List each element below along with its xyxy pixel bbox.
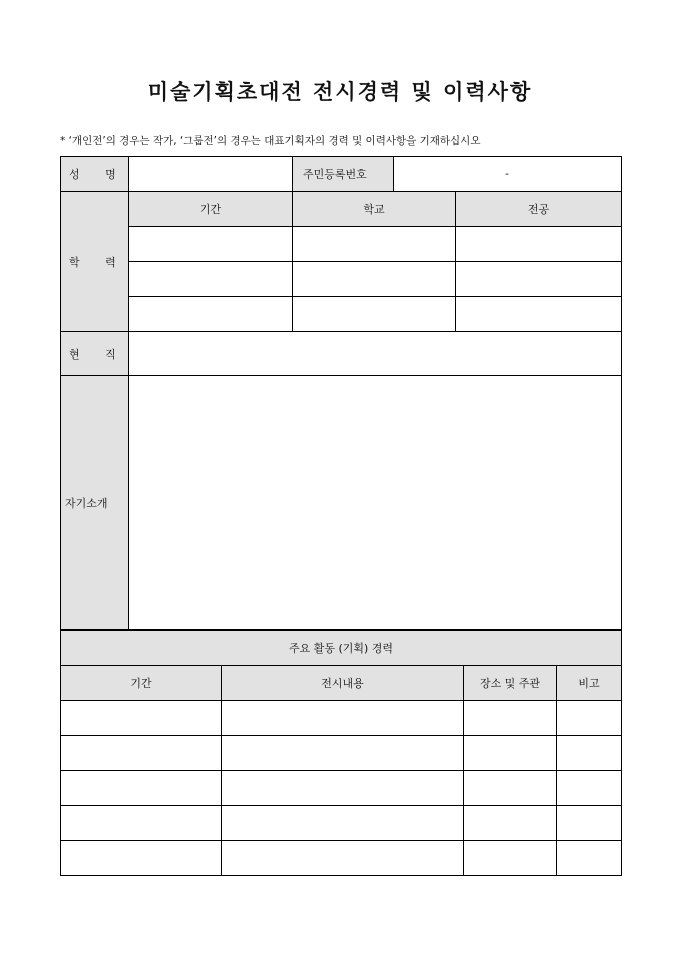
- activity-row: [61, 841, 622, 876]
- activity-content-cell[interactable]: [222, 701, 464, 736]
- name-label: 성 명: [61, 157, 129, 192]
- activity-period-cell[interactable]: [61, 736, 222, 771]
- activities-header-period: 기간: [61, 666, 222, 701]
- activity-venue-cell[interactable]: [464, 841, 557, 876]
- activity-venue-cell[interactable]: [464, 771, 557, 806]
- activities-section-title: 주요 활동 (기획) 경력: [61, 631, 622, 666]
- activity-row: [61, 701, 622, 736]
- activity-remarks-cell[interactable]: [557, 771, 622, 806]
- activities-header-venue: 장소 및 주관: [464, 666, 557, 701]
- activity-remarks-cell[interactable]: [557, 736, 622, 771]
- education-period-cell[interactable]: [129, 297, 293, 332]
- education-school-cell[interactable]: [293, 297, 456, 332]
- education-major-cell[interactable]: [456, 262, 622, 297]
- activity-period-cell[interactable]: [61, 806, 222, 841]
- current-job-label: 현 직: [61, 332, 129, 376]
- activity-remarks-cell[interactable]: [557, 806, 622, 841]
- activity-period-cell[interactable]: [61, 841, 222, 876]
- education-header-major: 전공: [456, 192, 622, 227]
- resident-number-field[interactable]: [394, 157, 622, 192]
- activity-row: [61, 806, 622, 841]
- activity-content-cell[interactable]: [222, 806, 464, 841]
- education-period-cell[interactable]: [129, 227, 293, 262]
- activities-table: [60, 630, 622, 876]
- education-school-cell[interactable]: [293, 227, 456, 262]
- resident-number-label: 주민등록번호: [293, 157, 394, 192]
- activity-venue-cell[interactable]: [464, 806, 557, 841]
- current-job-field[interactable]: [129, 332, 622, 376]
- education-header-period: 기간: [129, 192, 293, 227]
- education-period-cell[interactable]: [129, 262, 293, 297]
- profile-table: [60, 156, 622, 630]
- activity-row: [61, 771, 622, 806]
- activity-venue-cell[interactable]: [464, 736, 557, 771]
- activity-period-cell[interactable]: [61, 701, 222, 736]
- education-header-school: 학교: [293, 192, 456, 227]
- education-label: 학 력: [61, 192, 129, 332]
- activity-remarks-cell[interactable]: [557, 701, 622, 736]
- activities-header-content: 전시내용: [222, 666, 464, 701]
- education-school-cell[interactable]: [293, 262, 456, 297]
- resident-number-separator: -: [505, 167, 509, 180]
- self-intro-label: 자기소개: [61, 376, 129, 630]
- activity-remarks-cell[interactable]: [557, 841, 622, 876]
- activity-content-cell[interactable]: [222, 771, 464, 806]
- education-major-cell[interactable]: [456, 227, 622, 262]
- activity-content-cell[interactable]: [222, 841, 464, 876]
- instruction-note: * ‘개인전’의 경우는 작가, ‘그룹전’의 경우는 대표기획자의 경력 및 이력사항을 기재하십시오: [60, 135, 481, 147]
- document-title: 미술기획초대전 전시경력 및 이력사항: [147, 79, 533, 104]
- activity-row: [61, 736, 622, 771]
- activity-venue-cell[interactable]: [464, 701, 557, 736]
- education-major-cell[interactable]: [456, 297, 622, 332]
- activity-content-cell[interactable]: [222, 736, 464, 771]
- name-field[interactable]: [129, 157, 293, 192]
- activity-period-cell[interactable]: [61, 771, 222, 806]
- activities-header-remarks: 비고: [557, 666, 622, 701]
- self-intro-field[interactable]: [129, 376, 622, 630]
